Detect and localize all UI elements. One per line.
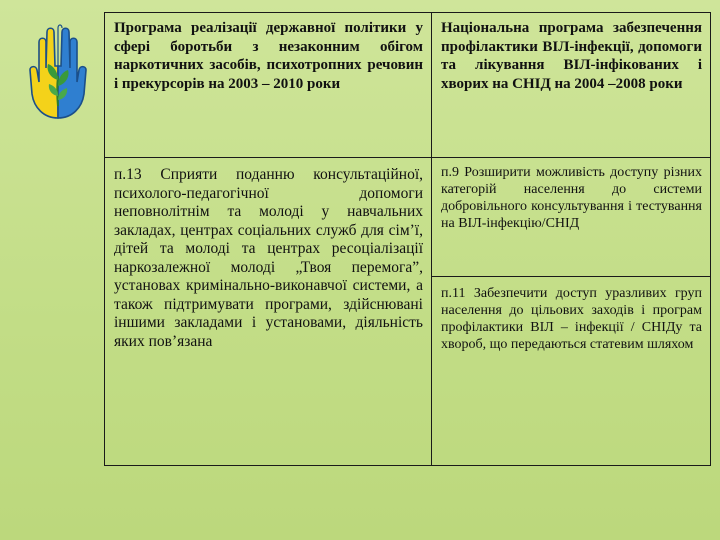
item-11-text: п.11 Забезпечити доступ уразливих груп населення до цільових заходів і програм профілактики ВІЛ – інфекції / СНІДу та хвороб, що передаються статевим шляхом: [441, 286, 702, 352]
item-9-text: п.9 Розширити можливість доступу різних категорій населення до системи добровільного консультування і тестування на ВІЛ-інфекцію/СНІД: [441, 165, 702, 231]
table-header-left: [104, 12, 432, 158]
drug-program-title: Програма реалізації державної політики у сфері боротьби з незаконним обігом наркотичних засобів, психотропних речовин і прекурсорів на 2003 – 2010 роки: [114, 20, 423, 92]
hiv-program-title: Національна програма забезпечення профілактики ВІЛ-інфекції, допомоги та лікування ВІЛ-інфікованих і хворих на СНІД на 2004 –2008 роки: [441, 20, 702, 92]
table-cell-right-bottom: [431, 276, 711, 466]
table-header-right: [431, 12, 711, 158]
table-cell-left: [104, 157, 432, 466]
item-13-text: п.13 Сприяти поданню консультаційної, психолого-педагогічної допомоги неповнолітнім та молоді у навчальних закладах, центрах соціальних служб для сім’ї, дітей та молоді та центрах ресоціалізації наркозалежної молоді „Твоя перемога”, установах кримінально-виконавчої системи, а також підтримувати програми, здійснювані іншими закладами і установами, діяльність яких пов’язана: [114, 166, 423, 350]
hand-leaf-logo-icon: [26, 20, 90, 120]
table-cell-right-top: [431, 157, 711, 277]
